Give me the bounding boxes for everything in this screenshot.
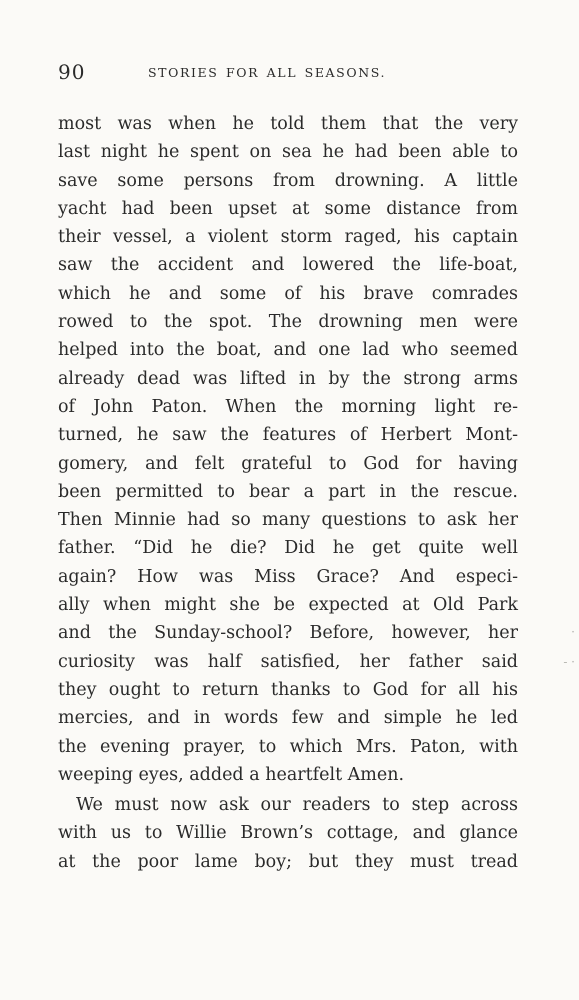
text-line: their vessel, a violent storm raged, his captain — [58, 227, 518, 248]
text-line: most was when he told them that the very — [58, 114, 518, 134]
paragraph-2 — [58, 791, 518, 876]
margin-dot: · — [571, 625, 575, 639]
text-line: last night he spent on sea he had been able to — [58, 142, 518, 163]
text-line: ally when might she be expected at Old Park — [58, 595, 518, 616]
text-line: which he and some of his brave comrades — [58, 283, 518, 304]
text-line: mercies, and in words few and simple he led — [58, 708, 518, 729]
page-header — [58, 58, 518, 88]
text-line: curiosity was half satisfied, her father said — [58, 651, 518, 672]
body-text — [58, 110, 518, 876]
text-line: with us to Willie Brown’s cottage, and glance — [58, 823, 518, 844]
text-line: they ought to return thanks to God for all his — [58, 679, 518, 700]
text-line: save some persons from drowning. A little — [58, 170, 518, 191]
text-line: gomery, and felt grateful to God for having — [58, 453, 518, 474]
text-line: again? How was Miss Grace? And especi- — [58, 566, 518, 587]
text-line: the evening prayer, to which Mrs. Paton, with — [58, 736, 518, 757]
text-line: and the Sunday-school? Before, however, her — [58, 623, 518, 644]
text-line: already dead was lifted in by the strong arms — [58, 368, 518, 389]
text-line: helped into the boat, and one lad who seemed — [58, 340, 518, 361]
running-head: STORIES FOR ALL SEASONS. — [148, 65, 387, 80]
margin-dash: - · — [563, 655, 575, 669]
page-number: 90 — [58, 60, 86, 84]
text-line: Then Minnie had so many questions to ask her — [58, 510, 518, 531]
text-line: weeping eyes, added a heartfelt Amen. — [58, 764, 405, 785]
text-line: turned, he saw the features of Herbert Mont- — [58, 425, 518, 446]
text-line: father. “Did he die? Did he get quite well — [58, 538, 518, 559]
text-line: been permitted to bear a part in the rescue. — [58, 481, 518, 502]
text-line: saw the accident and lowered the life-boat, — [58, 255, 518, 276]
text-line: We must now ask our readers to step across — [76, 795, 518, 816]
text-line: at the poor lame boy; but they must tread — [58, 851, 518, 872]
text-line: yacht had been upset at some distance from — [58, 198, 518, 219]
text-line: rowed to the spot. The drowning men were — [58, 312, 518, 333]
paragraph-1 — [58, 110, 518, 789]
text-line: of John Paton. When the morning light re- — [58, 396, 518, 417]
